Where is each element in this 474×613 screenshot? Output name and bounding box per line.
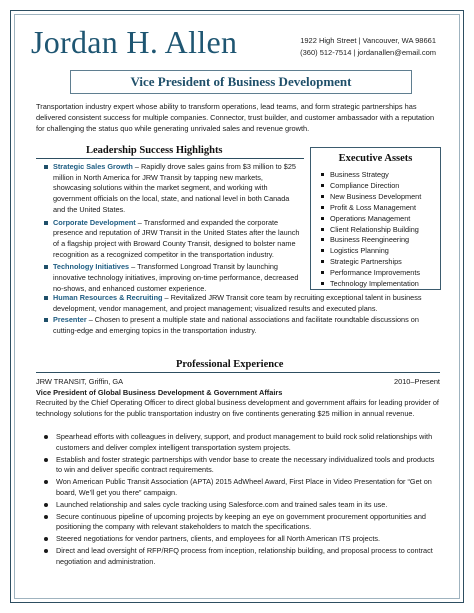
job-bullet: Establish and foster strategic partnerships with vendor base to create the necessary individualized tools and products to win and deliver specific contract requirements. xyxy=(44,455,440,476)
executive-assets-box xyxy=(310,147,441,290)
bullet-square xyxy=(44,221,48,225)
asset-item: Logistics Planning xyxy=(321,246,440,257)
asset-item: Strategic Partnerships xyxy=(321,257,440,268)
job-bullet: Direct and lead oversight of RFP/RFQ process from inception, relationship building, and proposal process to contract negotiation and administration. xyxy=(44,546,440,567)
bullet-square xyxy=(321,238,324,241)
highlight-keyword: Human Resources & Recruiting xyxy=(53,293,163,302)
job-company-row xyxy=(36,377,440,387)
highlights-list-wide xyxy=(44,293,440,337)
job-bullet: Spearhead efforts with colleagues in delivery, support, and product management to build rock solid relationships with customers and deliver complex intelligent transportation system projects. xyxy=(44,432,440,453)
highlight-keyword: Technology Initiatives xyxy=(53,262,130,272)
bullet-dot xyxy=(44,515,48,519)
job-bullet: Secure continuous pipeline of upcoming projects by keeping an eye on government procurement opportunities and positioning the company with relevant stakeholders to match the specifications. xyxy=(44,512,440,533)
highlights-heading: Leadership Success Highlights xyxy=(86,145,223,156)
bullet-square xyxy=(321,217,324,220)
job-company: JRW TRANSIT, Griffin, GA xyxy=(36,377,124,386)
bullet-dot xyxy=(44,549,48,553)
job-description: Recruited by the Chief Operating Officer to direct global business development and government affairs for leading provider of technology solutions for the public transportation industry on five continents generating $25 million in annual revenue. xyxy=(36,398,439,418)
job-bullet: Steered negotiations for vendor partners, clients, and employees for all North American ITS projects. xyxy=(44,534,440,545)
bullet-square xyxy=(321,271,324,274)
bullet-square xyxy=(321,260,324,263)
highlight-text: – Revitalized JRW Transit core team by recruiting exceptional talent in business development, vendor management, and project management; visualized results and executed plans. xyxy=(53,293,422,313)
job-bullet: Won American Public Transit Association (APTA) 2015 AdWheel Award, First Place in Video Presentation for “Get on board, We’ll get you there” campaign. xyxy=(44,477,440,498)
bullet-dot xyxy=(44,537,48,541)
highlights-rule xyxy=(36,158,304,159)
asset-item: Client Relationship Building xyxy=(321,225,440,236)
bullet-square xyxy=(321,249,324,252)
candidate-name: Jordan H. Allen xyxy=(31,24,238,60)
asset-item: Technology Implementation xyxy=(321,279,440,290)
job-title-banner: Vice President of Business Development xyxy=(70,70,412,94)
asset-item: Compliance Direction xyxy=(321,181,440,192)
highlight-text: – Transformed and expanded the corporate presence and reputation of JRW Transit in the United States after the launch of a flagship project with Broward County Transit, designed to bolster name recognition as a recognized competitor in the transportation industry. xyxy=(53,217,300,259)
bullet-square xyxy=(321,184,324,187)
contact-block xyxy=(300,35,436,59)
asset-item: Business Strategy xyxy=(321,170,440,181)
job-bullet: Launched relationship and sales cycle tracking using Salesforce.com and trained sales team in its use. xyxy=(44,500,440,511)
highlight-keyword: Strategic Sales Growth xyxy=(53,162,133,171)
contact-phone-email: (360) 512-7514 | jordanallen@email.com xyxy=(300,48,436,57)
asset-item: Profit & Loss Management xyxy=(321,203,440,214)
highlight-item xyxy=(44,162,303,216)
highlights-list xyxy=(44,162,303,296)
highlight-item xyxy=(44,218,303,261)
job-dates: 2010–Present xyxy=(393,377,440,386)
highlight-item xyxy=(44,262,303,294)
bullet-square xyxy=(44,165,48,169)
job-role: Vice President of Global Business Development & Government Affairs xyxy=(36,388,283,397)
bullet-square xyxy=(321,173,324,176)
bullet-dot xyxy=(44,480,48,484)
asset-item: New Business Development xyxy=(321,192,440,203)
bullet-square xyxy=(321,282,324,285)
experience-rule xyxy=(36,372,440,373)
highlight-text: – Transformed Longroad Transit by launching innovative technology initiatives, improving on-time performance, decreased no-shows, and enhanced customer experience. xyxy=(53,262,299,293)
assets-heading: Executive Assets xyxy=(338,153,413,164)
assets-list xyxy=(311,170,440,290)
bullet-square xyxy=(321,228,324,231)
asset-item: Operations Management xyxy=(321,214,440,225)
experience-heading: Professional Experience xyxy=(176,359,284,370)
highlight-text: – Rapidly drove sales gains from $3 million to $25 million in North America for JRW Transit by tapping new markets, showcasing solutions within the market segment, and working with government officials on the local, state, and national level in both Canada and the United States. xyxy=(53,162,296,214)
highlight-keyword: Presenter xyxy=(53,315,87,325)
bullet-square xyxy=(321,195,324,198)
bullet-square xyxy=(321,206,324,209)
bullet-dot xyxy=(44,503,48,507)
bullet-square xyxy=(44,296,48,300)
highlight-item xyxy=(44,315,440,336)
bullet-square xyxy=(44,318,48,322)
bullet-square xyxy=(44,265,48,269)
asset-item: Business Reengineering xyxy=(321,235,440,246)
bullet-dot xyxy=(44,435,48,439)
highlight-item xyxy=(44,293,440,314)
contact-address: 1922 High Street | Vancouver, WA 98661 xyxy=(300,36,436,45)
highlight-keyword: Corporate Development xyxy=(53,217,136,227)
asset-item: Performance Improvements xyxy=(321,268,440,279)
bullet-dot xyxy=(44,458,48,462)
summary-paragraph: Transportation industry expert whose ability to transform operations, lead teams, and form strategic partnerships has delivered consistent success for multiple companies. Connector, trust builder, and customer ambassador with a reputation for challenging the status quo while generating unrivaled sales and revenue growth. xyxy=(36,102,435,133)
highlight-text: – Chosen to present a multiple state and national associations and facilitate roundtable discussions on cutting-edge and emerging topics in the transportation industry. xyxy=(53,315,419,335)
job-bullets xyxy=(44,432,440,569)
